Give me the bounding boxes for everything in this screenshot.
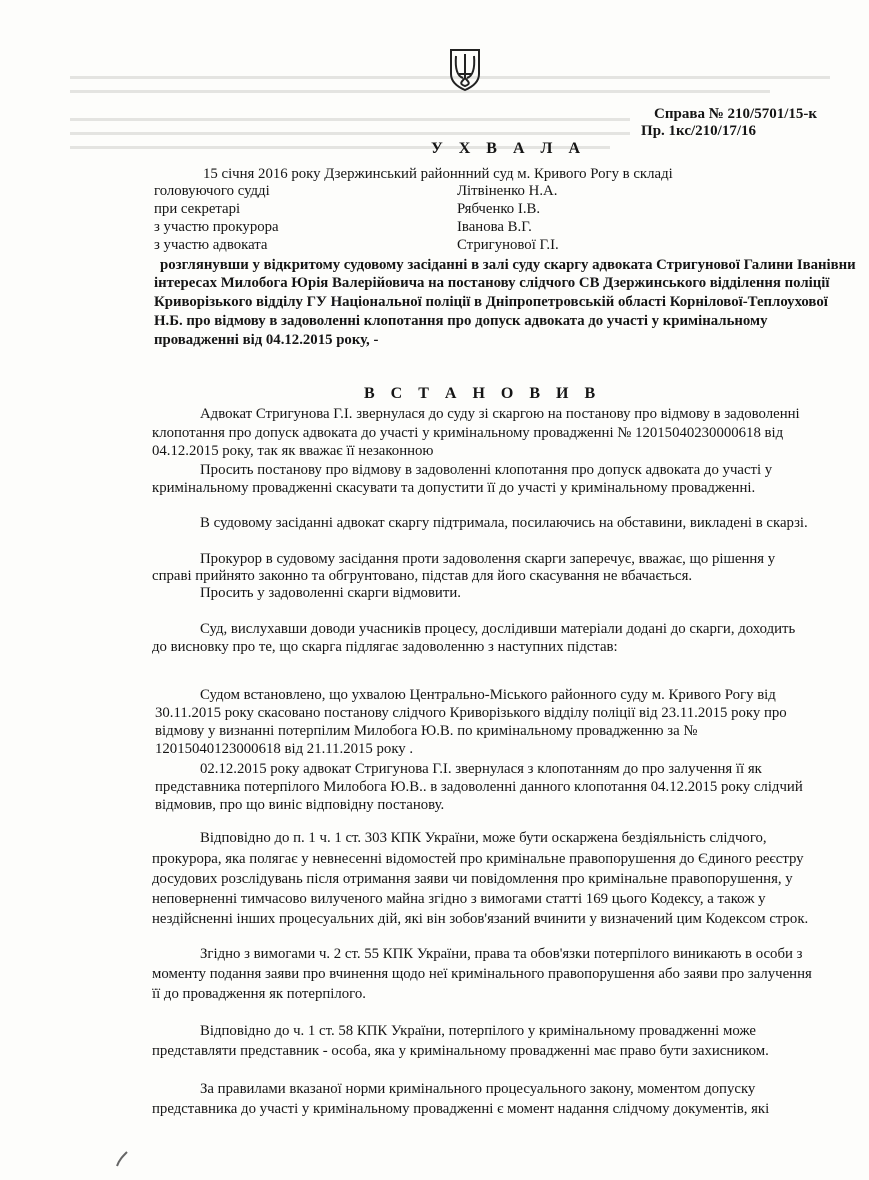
opening-line: 15 січня 2016 року Дзержинський районнний суд м. Кривого Рогу в складі [203, 166, 673, 182]
body-line: Згідно з вимогами ч. 2 ст. 55 КПК України, права та обов'язки потерпілого виникають в особи з [200, 946, 803, 962]
body-line: відмову у визнанні потерпілим Милобога Ю.В. по кримінальному провадженню за № [155, 723, 698, 739]
composition-role: з участю адвоката [154, 237, 268, 253]
body-line: досудових розслідувань після отримання заяви чи повідомлення про кримінальне правопорушення, у [152, 871, 793, 887]
body-line: Просить у задоволенні скарги відмовити. [200, 585, 461, 601]
body-line: моменту подання заяви про вчинення щодо неї кримінального правопорушення або заяви про залучення [152, 966, 812, 982]
body-line: нездійсненні інших процесуальних дій, які він зобов'язаний вчинити у визначений цим Кодексом строк. [152, 911, 809, 927]
proceeding-number: Пр. 1кс/210/17/16 [641, 123, 756, 139]
body-line: Відповідно до ч. 1 ст. 58 КПК України, потерпілого у кримінальному провадженні може [200, 1023, 756, 1039]
body-line: справі прийнято законно та обгрунтовано, підстав для його скасування не вбачається. [152, 568, 693, 584]
composition-role: з участю прокурора [154, 219, 279, 235]
composition-name: Літвіненко Н.А. [457, 183, 558, 199]
coat-of-arms-icon [441, 44, 489, 92]
body-line: клопотання про допуск адвоката до участі у кримінальному провадженні № 12015040230000618 від [152, 425, 784, 441]
composition-name: Стригунової Г.І. [457, 237, 559, 253]
case-number: Справа № 210/5701/15-к [654, 106, 817, 122]
bleed-through-line [70, 118, 630, 121]
body-line: її до провадження як потерпілого. [152, 986, 366, 1002]
considered-line: провадженні від 04.12.2015 року, - [154, 332, 379, 348]
considered-line: Н.Б. про відмову в задоволенні клопотання про допуск адвоката до участі у кримінальному [154, 313, 768, 329]
bleed-through-line [70, 132, 630, 135]
body-line: 12015040123000618 від 21.11.2015 року . [155, 741, 414, 757]
body-line: 30.11.2015 року скасовано постанову слідчого Криворізького відділу поліції від 23.11.2015 року про [155, 705, 787, 721]
body-line: до висновку про те, що скарга підлягає задоволенню з наступних підстав: [152, 639, 618, 655]
body-line: За правилами вказаної норми кримінального процесуального закону, моментом допуску [200, 1081, 756, 1097]
considered-line: Криворізького відділу ГУ Національної поліції в Дніпропетровській області Корнілової-Теплоухової [154, 294, 828, 310]
body-line: представляти представник - особа, яка у кримінальному провадженні має право бути захисником. [152, 1043, 769, 1059]
pen-mark-icon [113, 1148, 133, 1168]
considered-line: розглянувши у відкритому судовому засіданні в залі суду скаргу адвоката Стригунової Галини Іванівни [160, 257, 856, 273]
composition-name: Іванова В.Г. [457, 219, 532, 235]
body-line: Відповідно до п. 1 ч. 1 ст. 303 КПК України, може бути оскаржена бездіяльність слідчого, [200, 830, 767, 846]
body-line: Адвокат Стригунова Г.І. звернулася до суду зі скаргою на постанову про відмову в задоволенні [200, 406, 800, 422]
body-line: Просить постанову про відмову в задоволенні клопотання про допуск адвоката до участі у [200, 462, 773, 478]
composition-role: при секретарі [154, 201, 241, 217]
considered-line: інтересах Милобога Юрія Валерійовича на постанову слідчого СВ Дзержинського відділення поліції [154, 275, 830, 291]
body-line: В судовому засіданні адвокат скаргу підтримала, посилаючись на обставини, викладені в скарзі. [200, 515, 808, 531]
body-line: кримінальному провадженні скасувати та допустити її до участі у кримінальному провадженні. [152, 480, 756, 496]
body-line: Прокурор в судовому засідання проти задоволення скарги заперечує, вважає, що рішення у [200, 551, 776, 567]
body-line: представника потерпілого Милобога Ю.В.. в задоволенні данного клопотання 04.12.2015 року слідчий [155, 779, 803, 795]
body-line: відмовив, про що виніс відповідну постанову. [155, 797, 445, 813]
body-line: Суд, вислухавши доводи учасників процесу, дослідивши матеріали додані до скарги, доходить [200, 621, 796, 637]
document-title: У Х В А Л А [431, 140, 586, 157]
body-line: 04.12.2015 року, так як вважає її незаконною [152, 443, 434, 459]
body-line: 02.12.2015 року адвокат Стригунова Г.І. звернулася з клопотанням до про залучення її як [200, 761, 762, 777]
bleed-through-line [70, 90, 770, 93]
composition-name: Рябченко І.В. [457, 201, 541, 217]
body-line: представника до участі у кримінальному провадженні є момент надання слідчому документів, які [152, 1101, 770, 1117]
composition-role: головуючого судді [154, 183, 270, 199]
body-line: прокурора, яка полягає у невнесенні відомостей про кримінальне правопорушення до Єдиного реєстру [152, 851, 804, 867]
body-line: неповерненні тимчасово вилученого майна згідно з вимогами статті 169 цього Кодексу, а також у [152, 891, 766, 907]
body-line: Судом встановлено, що ухвалою Центрально-Міського районного суду м. Кривого Рогу від [200, 687, 776, 703]
established-heading: В С Т А Н О В И В [364, 385, 602, 402]
